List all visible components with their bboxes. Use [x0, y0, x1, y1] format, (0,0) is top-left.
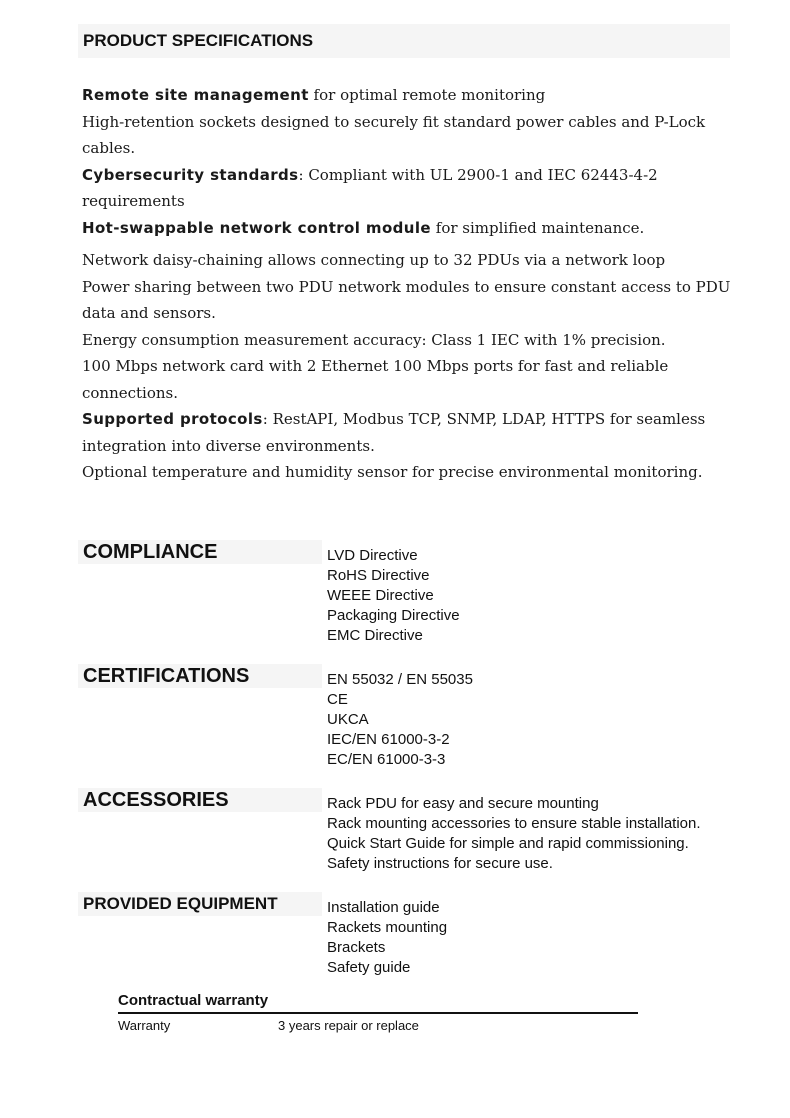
accessory-item: Safety instructions for secure use. [327, 855, 553, 872]
accessory-item: Quick Start Guide for simple and rapid commissioning. [327, 835, 689, 852]
feature-item: Network daisy-chaining allows connecting up to 32 PDUs via a network loop [82, 251, 666, 269]
warranty-row [118, 1018, 638, 1038]
features-list [82, 82, 732, 486]
provided-equipment-list [327, 898, 447, 978]
warranty-value: 3 years repair or replace [278, 1018, 419, 1033]
compliance-item: LVD Directive [327, 547, 418, 564]
compliance-item: WEEE Directive [327, 587, 434, 604]
warranty-table [118, 992, 638, 1038]
provided-equipment-item: Installation guide [327, 899, 440, 916]
feature-item: High-retention sockets designed to securely fit standard power cables and P-Lock cables. [82, 112, 706, 157]
accessory-item: Rack PDU for easy and secure mounting [327, 795, 599, 812]
certification-item: IEC/EN 61000-3-2 [327, 731, 450, 748]
compliance-item: EMC Directive [327, 627, 423, 644]
feature-item: Supported protocols: RestAPI, Modbus TCP, SNMP, LDAP, HTTPS for seamless integration into diverse environments. [82, 410, 706, 455]
provided-equipment-item: Safety guide [327, 959, 411, 976]
certifications-list [327, 670, 473, 770]
provided-equipment-item: Rackets mounting [327, 919, 448, 936]
feature-item: Energy consumption measurement accuracy: Class 1 IEC with 1% precision. [82, 330, 666, 349]
provided-equipment-item: Brackets [327, 939, 386, 956]
product-specifications-title: PRODUCT SPECIFICATIONS [83, 31, 314, 50]
product-specifications-header [78, 24, 730, 58]
warranty-key: Warranty [118, 1018, 171, 1033]
compliance-label: COMPLIANCE [83, 541, 218, 563]
accessories-label: ACCESSORIES [83, 789, 229, 811]
accessory-item: Rack mounting accessories to ensure stable installation. [327, 815, 701, 832]
accessories-list [327, 794, 701, 874]
provided-equipment-label: PROVIDED EQUIPMENT [83, 894, 278, 913]
feature-item: Cybersecurity standards: Compliant with UL 2900-1 and IEC 62443-4-2 requirements [82, 165, 658, 210]
compliance-label-box [78, 540, 322, 564]
certification-item: EN 55032 / EN 55035 [327, 671, 473, 688]
feature-item: Hot-swappable network control module for simplified maintenance. [82, 218, 645, 237]
feature-item: Power sharing between two PDU network modules to ensure constant access to PDU data and sensors. [82, 277, 731, 322]
certification-item: EC/EN 61000-3-3 [327, 751, 446, 768]
compliance-item: RoHS Directive [327, 567, 430, 584]
certification-item: UKCA [327, 711, 369, 728]
warranty-title: Contractual warranty [118, 992, 638, 1014]
certifications-label: CERTIFICATIONS [83, 665, 250, 687]
feature-item: Remote site management for optimal remote monitoring [82, 86, 546, 104]
compliance-item: Packaging Directive [327, 607, 460, 624]
compliance-list [327, 546, 460, 646]
feature-item: 100 Mbps network card with 2 Ethernet 100 Mbps ports for fast and reliable connections. [82, 357, 669, 402]
provided-equipment-label-box [78, 892, 322, 916]
feature-item: Optional temperature and humidity sensor for precise environmental monitoring. [82, 463, 703, 481]
accessories-label-box [78, 788, 322, 812]
certification-item: CE [327, 691, 348, 708]
certifications-label-box [78, 664, 322, 688]
